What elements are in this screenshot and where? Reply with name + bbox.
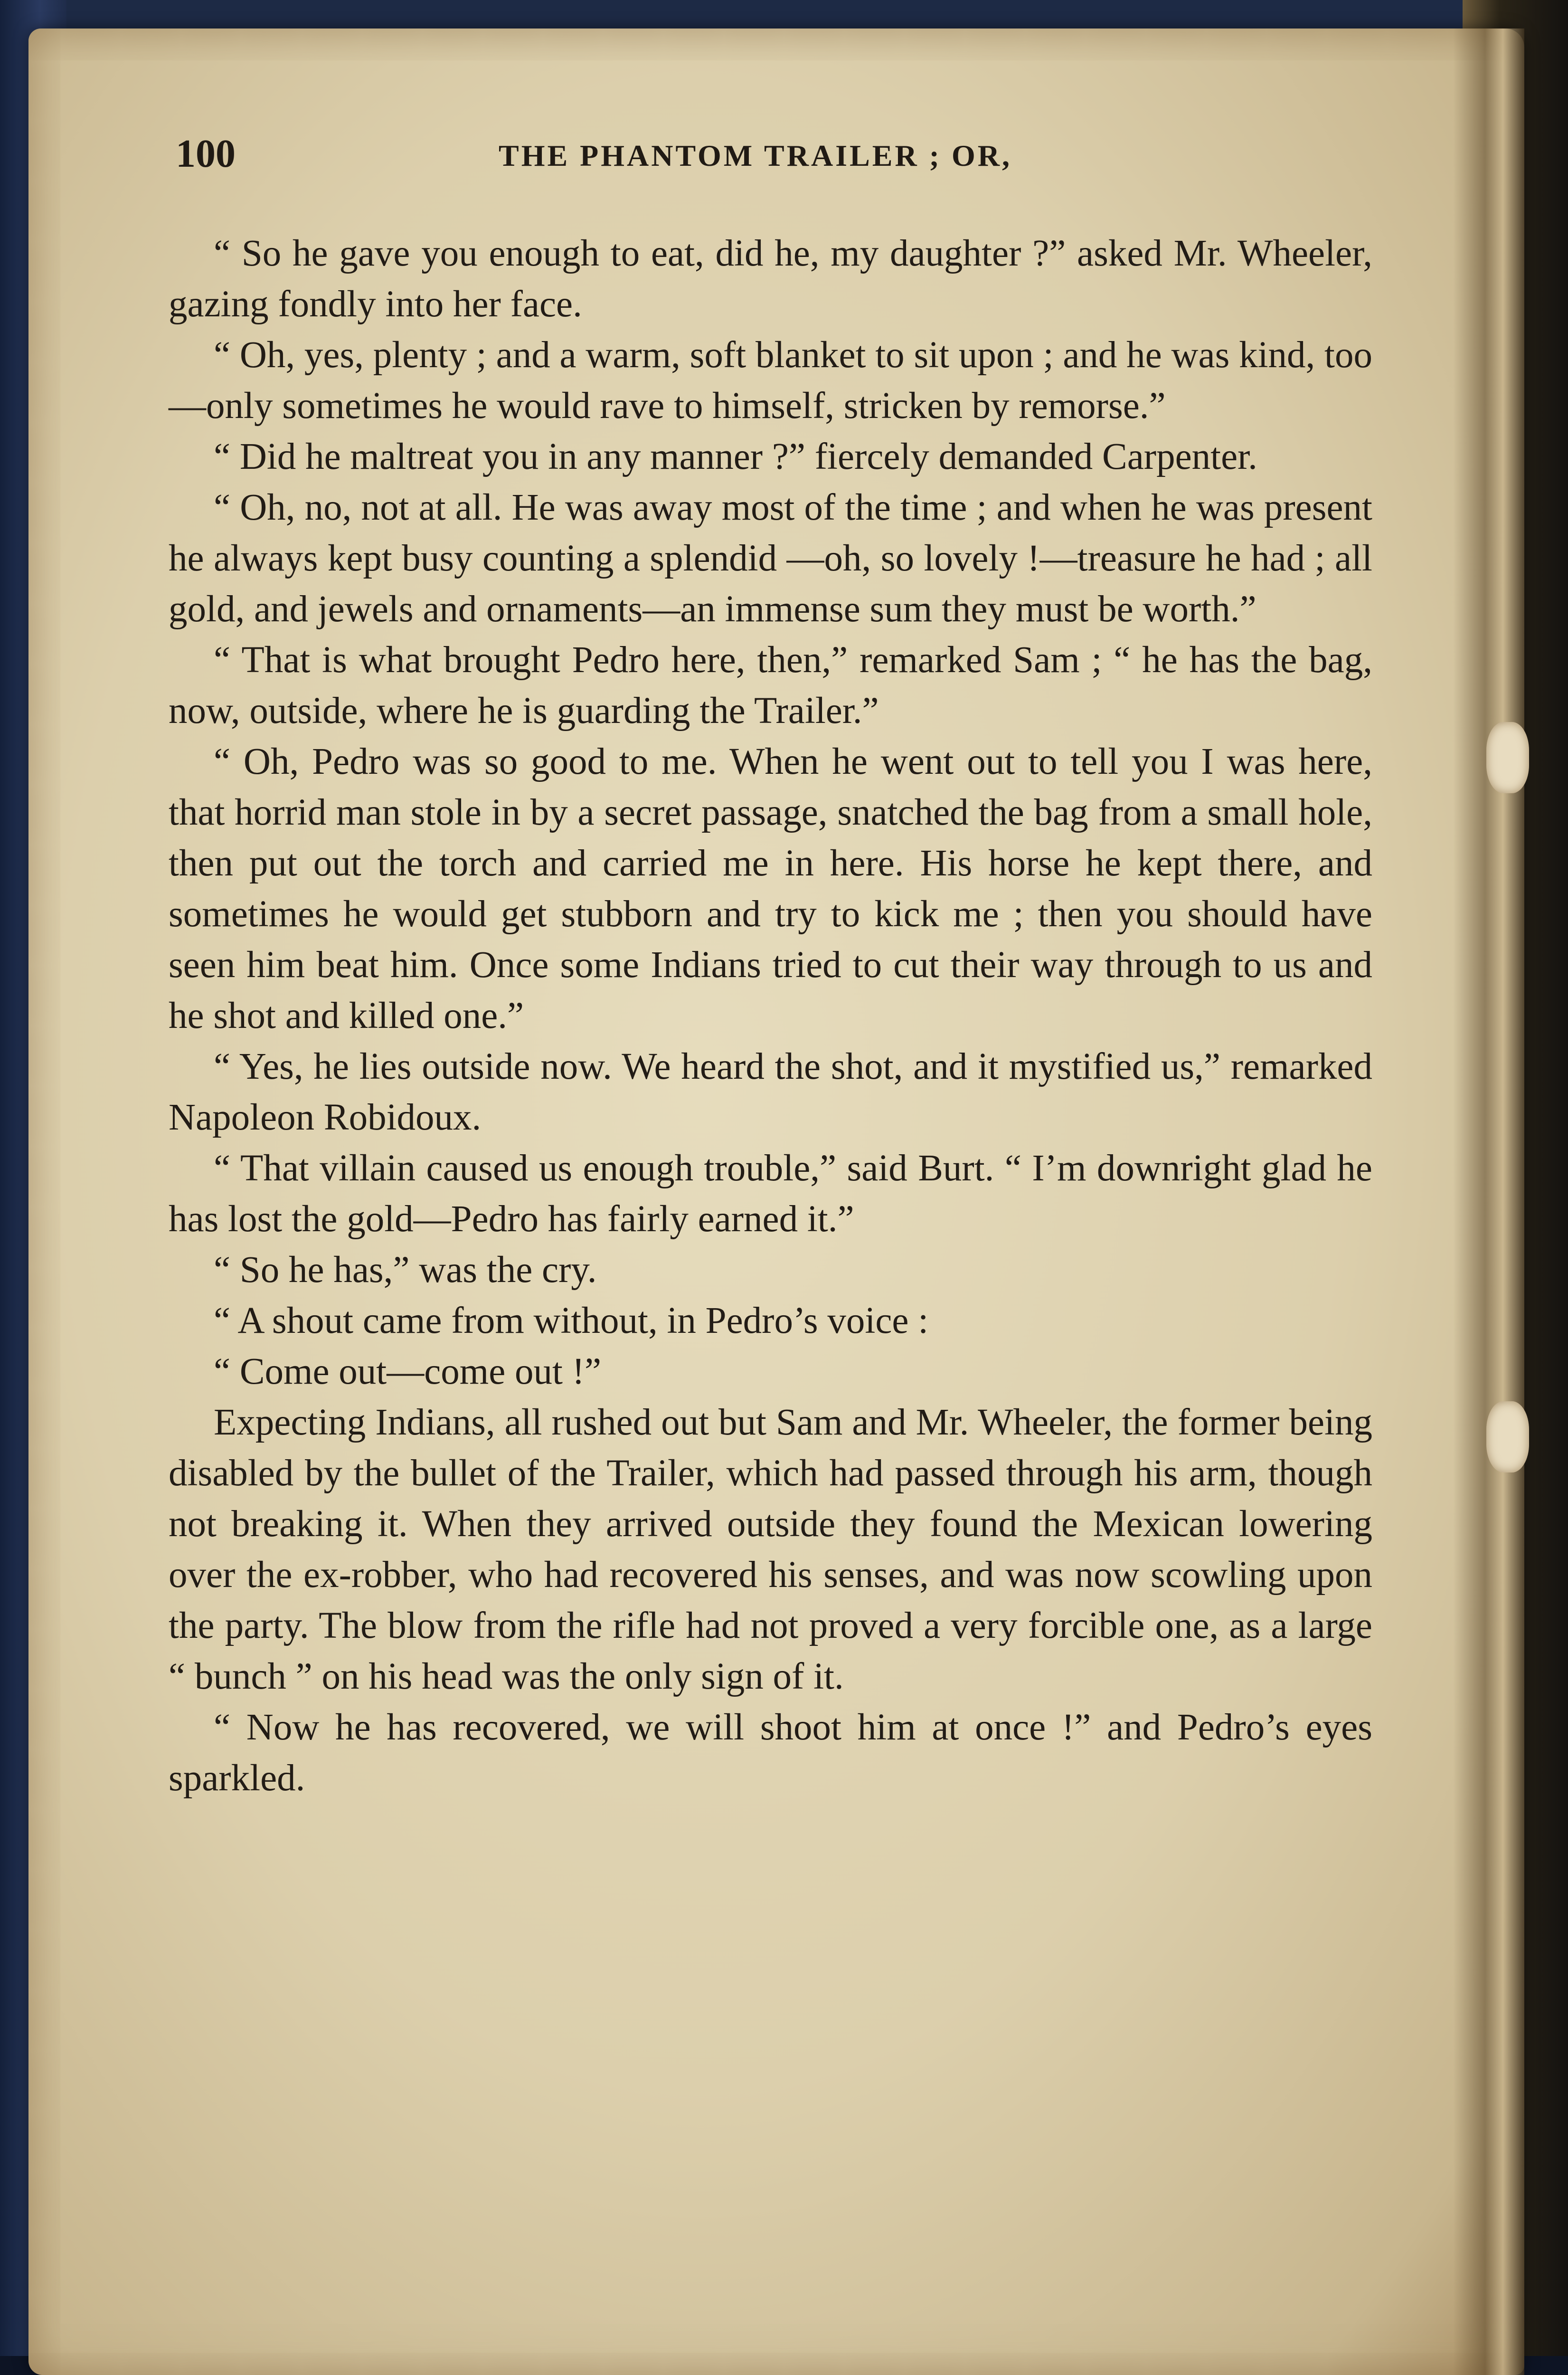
paragraph: “ Oh, no, not at all. He was away most of the time ; and when he was present he always kept busy counting a splendid —oh, so lovely !—treasure he had ; all gold, and jewels and ornaments—an immense sum they must be worth.” (169, 487, 1372, 630)
page-tear (1486, 722, 1529, 793)
body-text (169, 228, 1372, 1804)
paragraph: “ So he gave you enough to eat, did he, my daughter ?” asked Mr. Wheeler, gazing fondly into her face. (169, 233, 1372, 325)
paragraph: “ Oh, Pedro was so good to me. When he went out to tell you I was here, that horrid man stole in by a secret passage, snatched the bag from a small hole, then put out the torch and carried me in here. His horse he kept there, and sometimes he would get stubborn and try to kick me ; then you should have seen him beat him. Once some Indians tried to cut their way through to us and he shot and killed one.” (169, 741, 1372, 1036)
paragraph: “ That is what brought Pedro here, then,” remarked Sam ; “ he has the bag, now, outside, where he is guarding the Trailer.” (169, 639, 1372, 732)
page-gutter (1453, 28, 1524, 2375)
paragraph: Expecting Indians, all rushed out but Sam and Mr. Wheeler, the former being disabled by the bullet of the Trailer, which had passed through his arm, though not breaking it. When they arrived outside they found the Mexican lowering over the ex-robber, who had recovered his senses, and was now scowling upon the party. The blow from the rifle had not proved a very forcible one, as a large “ bunch ” on his head was the only sign of it. (169, 1402, 1372, 1697)
paragraph: “ Oh, yes, plenty ; and a warm, soft blanket to sit upon ; and he was kind, too—only sometimes he would rave to himself, stricken by remorse.” (169, 334, 1372, 427)
page-header (176, 131, 1401, 178)
paragraph: “ Yes, he lies outside now. We heard the shot, and it mystified us,” remarked Napoleon Robidoux. (169, 1046, 1372, 1138)
paragraph: “ A shout came from without, in Pedro’s voice : (214, 1300, 929, 1341)
page-tear (1486, 1401, 1529, 1472)
paragraph: “ That villain caused us enough trouble,” said Burt. “ I’m downright glad he has lost the gold—Pedro has fairly earned it.” (169, 1148, 1372, 1240)
paragraph: “ So he has,” was the cry. (214, 1249, 597, 1291)
paragraph: “ Come out—come out !” (214, 1351, 602, 1392)
page-number: 100 (176, 132, 236, 176)
paragraph: “ Did he maltreat you in any manner ?” fiercely demanded Carpenter. (214, 436, 1257, 477)
paragraph: “ Now he has recovered, we will shoot him at once !” and Pedro’s eyes sparkled. (169, 1707, 1372, 1799)
running-title: THE PHANTOM TRAILER ; OR, (499, 139, 1012, 172)
